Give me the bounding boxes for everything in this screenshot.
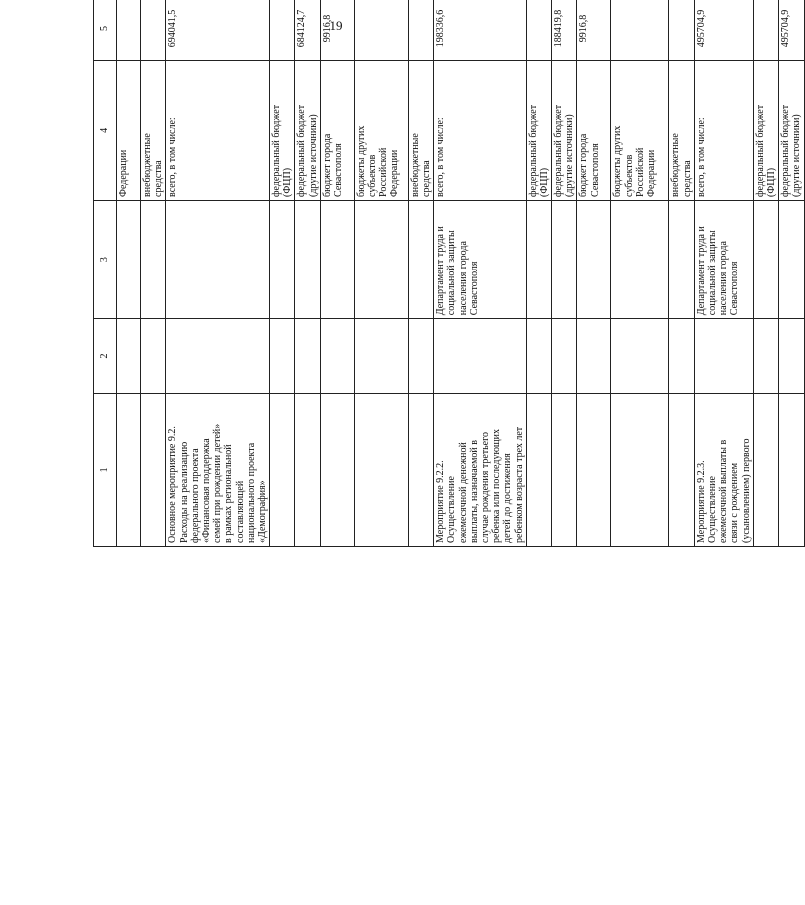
rotated-table-area: [93, 9, 803, 876]
cell-line: «Финансовая поддержка: [200, 438, 212, 543]
header-cell: 3: [94, 200, 117, 318]
table-row: [753, 0, 778, 547]
text-cell: [526, 319, 551, 393]
executor-cell: [669, 200, 694, 318]
cell-line: бюджеты других: [612, 125, 624, 197]
measure-cell: [694, 393, 753, 546]
table-row: [611, 0, 669, 547]
text-cell: [552, 319, 577, 393]
table-row: [577, 0, 611, 547]
cell-line: детей до достижения: [502, 453, 514, 543]
header-cell: 4: [94, 60, 117, 200]
table-row: [295, 0, 320, 547]
funding-source-cell: [434, 60, 527, 200]
cell-line: населения города: [457, 241, 469, 316]
funding-source-cell: [526, 60, 551, 200]
executor-cell: [141, 200, 166, 318]
text-cell: [354, 319, 408, 393]
measure-cell: [295, 393, 320, 546]
cell-line: в рамках региональной: [223, 444, 235, 543]
cell-line: Основное мероприятие 9.2.: [167, 426, 179, 543]
value-cell: 495704,9: [694, 0, 753, 60]
cell-line: ежемесячной денежной: [457, 442, 469, 543]
executor-cell: [295, 200, 320, 318]
measure-cell: [354, 393, 408, 546]
funding-source-cell: [669, 60, 694, 200]
value-cell: [270, 0, 295, 60]
cell-line: субъектов: [623, 154, 635, 197]
text-cell: [434, 319, 527, 393]
cell-line: (ФЦП): [765, 167, 777, 197]
funding-source-cell: [408, 60, 433, 200]
cell-line: всего, в том числе:: [695, 117, 707, 197]
measure-cell: [526, 393, 551, 546]
cell-line: всего, в том числе:: [435, 117, 447, 197]
cell-line: Расходы на реализацию: [178, 441, 190, 543]
cell-line: населения города: [718, 241, 730, 316]
value-cell: 9916,8: [577, 0, 611, 60]
text-cell: [779, 319, 804, 393]
cell-line: (другие источники): [791, 114, 803, 197]
cell-line: бюджеты других: [355, 125, 367, 197]
value-cell: 9916,8: [320, 0, 354, 60]
cell-line: ежемесячной выплаты в: [718, 439, 730, 543]
executor-cell: [577, 200, 611, 318]
funding-source-cell: [779, 60, 804, 200]
measure-cell: [408, 393, 433, 546]
cell-line: всего, в том числе:: [167, 117, 179, 197]
value-cell: [408, 0, 433, 60]
budget-table: [93, 0, 805, 547]
text-cell: [141, 319, 166, 393]
table-row: [526, 0, 551, 547]
cell-line: Департамент труда и: [695, 226, 707, 316]
cell-line: субъектов: [367, 154, 378, 197]
executor-cell: [320, 200, 354, 318]
cell-line: федеральный бюджет: [271, 104, 283, 197]
executor-cell: [166, 200, 270, 318]
cell-line: Осуществление: [707, 476, 718, 543]
value-cell: [611, 0, 669, 60]
header-row: [94, 0, 117, 547]
measure-cell: [552, 393, 577, 546]
cell-line: внебюджетные: [670, 133, 682, 197]
table-row: [166, 0, 270, 547]
cell-line: Севастополя: [333, 143, 344, 197]
table-row: [117, 0, 141, 547]
cell-line: социальной защиты: [707, 230, 718, 316]
text-cell: [408, 319, 433, 393]
cell-line: бюджет города: [578, 133, 590, 197]
cell-line: составляющей: [234, 480, 246, 543]
page-number: 19: [329, 18, 343, 33]
text-cell: [320, 319, 354, 393]
executor-cell: [526, 200, 551, 318]
funding-source-cell: [694, 60, 753, 200]
funding-source-cell: [354, 60, 408, 200]
executor-cell: [753, 200, 778, 318]
executor-cell: [434, 200, 527, 318]
funding-source-cell: [295, 60, 320, 200]
value-cell: 198336,6: [434, 0, 527, 60]
cell-line: (другие источники): [564, 114, 576, 197]
table-row: [694, 0, 753, 547]
value-cell: [669, 0, 694, 60]
cell-line: (другие источники): [307, 114, 319, 197]
table-row: [270, 0, 295, 547]
text-cell: [295, 319, 320, 393]
funding-source-cell: [141, 60, 166, 200]
cell-line: случае рождения третьего: [479, 432, 491, 543]
measure-cell: [434, 393, 527, 546]
cell-line: связи с рождением: [729, 462, 741, 543]
value-cell: [141, 0, 166, 60]
cell-line: ребенка или последующих: [491, 429, 503, 543]
table-row: [320, 0, 354, 547]
cell-line: Федерации: [389, 149, 401, 197]
cell-line: внебюджетные: [142, 133, 153, 197]
cell-line: национального проекта: [245, 442, 257, 543]
funding-source-cell: [552, 60, 577, 200]
funding-source-cell: [320, 60, 354, 200]
measure-cell: [669, 393, 694, 546]
header-cell: 2: [94, 319, 117, 393]
executor-cell: [270, 200, 295, 318]
cell-line: выплаты, назначаемой в: [468, 440, 480, 543]
table-row: [669, 0, 694, 547]
table-row: [354, 0, 408, 547]
measure-cell: [270, 393, 295, 546]
executor-cell: [354, 200, 408, 318]
cell-line: бюджет города: [321, 133, 333, 197]
cell-line: Осуществление: [446, 476, 458, 543]
executor-cell: [408, 200, 433, 318]
cell-line: Мероприятие 9.2.3.: [695, 460, 707, 543]
cell-line: «Демография»: [256, 480, 268, 543]
funding-source-cell: [577, 60, 611, 200]
cell-line: социальной защиты: [446, 230, 458, 316]
funding-source-cell: [117, 60, 141, 200]
measure-cell: [779, 393, 804, 546]
cell-line: внебюджетные: [409, 133, 421, 197]
measure-cell: [166, 393, 270, 546]
header-cell: 1: [94, 393, 117, 546]
cell-line: Федерации: [118, 149, 129, 197]
executor-cell: [552, 200, 577, 318]
executor-cell: [611, 200, 669, 318]
executor-cell: [779, 200, 804, 318]
value-cell: [117, 0, 141, 60]
measure-cell: [141, 393, 166, 546]
header-cell: 5: [94, 0, 117, 60]
text-cell: [166, 319, 270, 393]
cell-line: средства: [681, 160, 693, 197]
executor-cell: [694, 200, 753, 318]
value-cell: 684124,7: [295, 0, 320, 60]
cell-line: Российской: [634, 147, 646, 197]
funding-source-cell: [270, 60, 295, 200]
measure-cell: [577, 393, 611, 546]
cell-line: средства: [421, 160, 432, 197]
table-rotator: [93, 0, 803, 547]
table-row: [552, 0, 577, 547]
cell-line: федеральный бюджет: [527, 104, 539, 197]
text-cell: [753, 319, 778, 393]
value-cell: [354, 0, 408, 60]
text-cell: [611, 319, 669, 393]
cell-line: федеральный бюджет: [553, 104, 565, 197]
cell-line: семей при рождении детей»: [212, 423, 224, 543]
measure-cell: [611, 393, 669, 546]
table-row: [408, 0, 433, 547]
cell-line: (ФЦП): [282, 167, 294, 197]
funding-source-cell: [753, 60, 778, 200]
table-row: [779, 0, 804, 547]
cell-line: Российской: [378, 147, 390, 197]
table-body: [94, 0, 805, 547]
text-cell: [694, 319, 753, 393]
cell-line: федеральный бюджет: [296, 104, 308, 197]
value-cell: [526, 0, 551, 60]
text-cell: [270, 319, 295, 393]
cell-line: федеральный бюджет: [780, 104, 792, 197]
measure-cell: [320, 393, 354, 546]
cell-line: федерального проекта: [189, 448, 201, 543]
text-cell: [577, 319, 611, 393]
measure-cell: [117, 393, 141, 546]
table-row: [434, 0, 527, 547]
value-cell: [753, 0, 778, 60]
cell-line: Мероприятие 9.2.2.: [435, 460, 447, 543]
table-row: [141, 0, 166, 547]
cell-line: ребенком возраста трех лет: [513, 426, 525, 543]
funding-source-cell: [611, 60, 669, 200]
text-cell: [669, 319, 694, 393]
cell-line: (ФЦП): [538, 167, 550, 197]
cell-line: Федерации: [646, 149, 657, 197]
cell-line: (усыновлением) первого: [740, 438, 752, 543]
cell-line: Севастополя: [729, 261, 741, 316]
cell-line: Севастополя: [589, 143, 601, 197]
text-cell: [117, 319, 141, 393]
measure-cell: [753, 393, 778, 546]
cell-line: федеральный бюджет: [754, 104, 766, 197]
executor-cell: [117, 200, 141, 318]
value-cell: 694041,5: [166, 0, 270, 60]
value-cell: 495704,9: [779, 0, 804, 60]
cell-line: средства: [153, 160, 165, 197]
cell-line: Севастополя: [468, 261, 480, 316]
value-cell: 188419,8: [552, 0, 577, 60]
cell-line: Департамент труда и: [435, 226, 447, 316]
funding-source-cell: [166, 60, 270, 200]
